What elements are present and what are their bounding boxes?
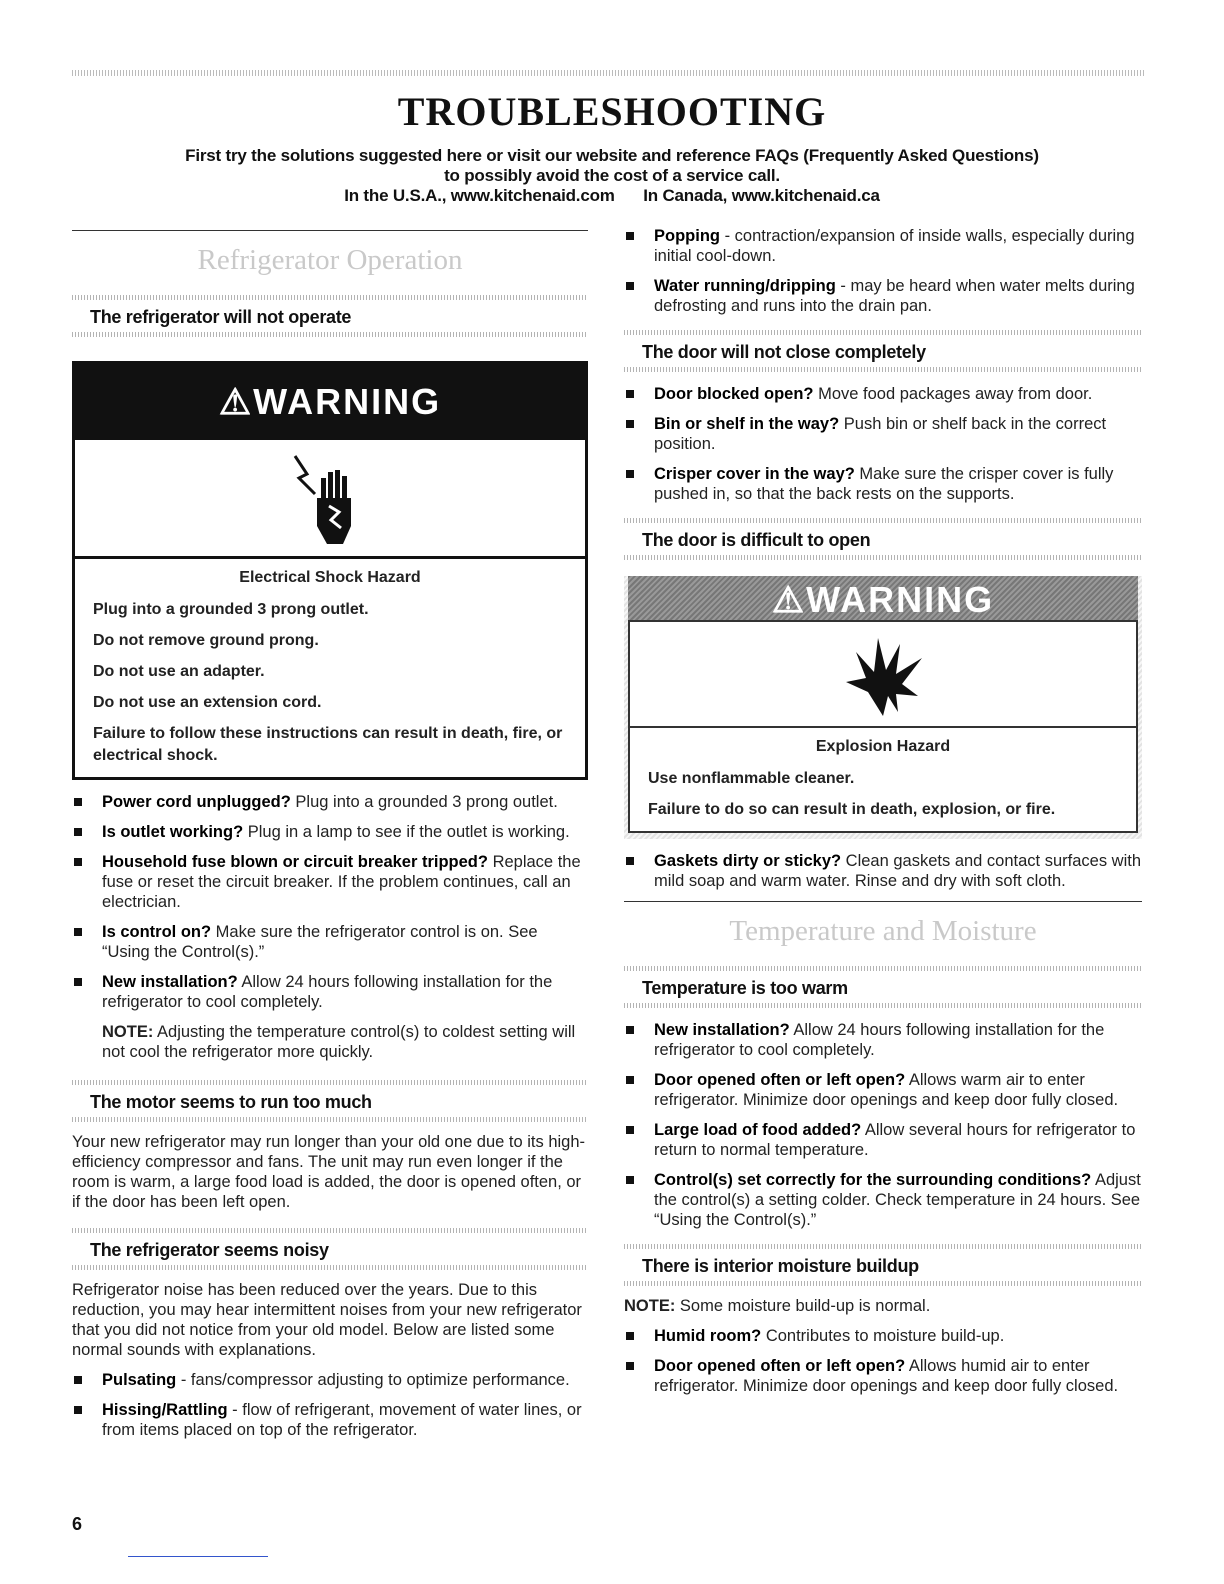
item-answer: Make sure the refrigerator control is on. See “Using the Control(s).” [102, 923, 538, 961]
item-question: Humid room? [654, 1327, 762, 1345]
item-answer: Move food packages away from door. [813, 385, 1093, 403]
subsection-title-not-operate: The refrigerator will not operate [90, 307, 352, 327]
list-item [624, 851, 1142, 891]
subsection-title-noisy: The refrigerator seems noisy [90, 1240, 329, 1260]
warning-header [628, 576, 1138, 620]
shock-hazard-icon [75, 440, 585, 559]
warning-label: WARNING [253, 381, 442, 422]
item-question: Door opened often or left open? [654, 1357, 906, 1375]
item-question: Is outlet working? [102, 823, 244, 841]
item-answer: Allow 24 hours following installation for the refrigerator to cool completely. [654, 1021, 1105, 1059]
list-item [624, 1070, 1142, 1110]
list-item [72, 1400, 588, 1440]
top-hatch-rule [72, 70, 1144, 76]
intro-links [0, 186, 1224, 206]
explosion-warning-box [624, 576, 1142, 839]
electrical-warning-box [72, 361, 588, 780]
note-text: Some moisture build-up is normal. [675, 1297, 931, 1315]
item-answer: Replace the fuse or reset the circuit breaker. If the problem continues, call an electrician. [102, 853, 581, 911]
item-question: Water running/dripping [654, 277, 836, 295]
item-question: Household fuse blown or circuit breaker tripped? [102, 853, 488, 871]
item-answer: Plug in a lamp to see if the outlet is working. [243, 823, 570, 841]
item-answer: Adjust the control(s) a setting colder. Check temperature in 24 hours. See “Using the Control(s).” [654, 1171, 1141, 1229]
item-question: Gaskets dirty or sticky? [654, 852, 842, 870]
list-item [624, 1326, 1142, 1346]
item-answer: - contraction/expansion of inside walls, especially during initial cool-down. [654, 227, 1135, 265]
item-answer: - fans/compressor adjusting to optimize performance. [176, 1371, 570, 1389]
item-answer: - flow of refrigerant, movement of water lines, or from items placed on top of the refrigerator. [102, 1401, 582, 1439]
intro [0, 146, 1224, 206]
item-answer: Clean gaskets and contact surfaces with mild soap and warm water. Rinse and dry with soft cloth. [654, 852, 1142, 890]
list-item [624, 414, 1142, 454]
list-item [624, 1120, 1142, 1160]
list-item [624, 1170, 1142, 1230]
too-warm-list [624, 1020, 1142, 1230]
warning-triangle-icon: ⚠ [218, 381, 254, 422]
noisy-paragraph: Refrigerator noise has been reduced over the years. Due to this reduction, you may hear intermittent noises from your new refrigerator that you did not notice from your old model. Below are listed some normal sounds with explanations. [72, 1281, 582, 1359]
item-answer: Allows humid air to enter refrigerator. Minimize door openings and keep door fully closed. [654, 1357, 1119, 1395]
item-answer: Plug into a grounded 3 prong outlet. [290, 793, 558, 811]
item-question: New installation? [102, 973, 238, 991]
warning-line: Do not remove ground prong. [93, 632, 319, 649]
moisture-list [624, 1326, 1142, 1396]
intro-line-1: First try the solutions suggested here or visit our website and reference FAQs (Frequently Asked Questions) [185, 146, 1039, 165]
item-question: Door blocked open? [654, 385, 814, 403]
section-heading-refrigerator-operation: Refrigerator Operation [72, 230, 588, 277]
note [72, 1022, 588, 1062]
item-question: New installation? [654, 1021, 790, 1039]
not-operate-list [72, 792, 588, 1012]
item-question: Popping [654, 227, 720, 245]
warning-line: Do not use an extension cord. [93, 694, 322, 711]
hazard-title: Electrical Shock Hazard [239, 569, 421, 586]
section-heading-temperature-moisture: Temperature and Moisture [624, 901, 1142, 948]
left-column [72, 224, 588, 1450]
hatch-rule [624, 367, 1142, 372]
motor-paragraph: Your new refrigerator may run longer than your old one due to its high-efficiency compressor and fans. The unit may run even longer if the room is warm, a large food load is added, the door is opened often, or if the door has been left open. [72, 1133, 586, 1211]
hatch-rule [72, 1117, 588, 1122]
list-item [624, 1356, 1142, 1396]
warning-line: Failure to do so can result in death, explosion, or fire. [648, 801, 1056, 818]
item-question: Bin or shelf in the way? [654, 415, 840, 433]
list-item [72, 1370, 588, 1390]
item-answer: Allows warm air to enter refrigerator. Minimize door openings and keep door fully closed. [654, 1071, 1119, 1109]
item-answer: Contributes to moisture build-up. [761, 1327, 1005, 1345]
moisture-note [624, 1296, 1142, 1316]
warning-line: Use nonflammable cleaner. [648, 770, 855, 787]
subsection-title-door-open: The door is difficult to open [642, 530, 871, 550]
item-answer: - may be heard when water melts during defrosting and runs into the drain pan. [654, 277, 1135, 315]
hatch-rule [624, 555, 1142, 560]
item-question: Door opened often or left open? [654, 1071, 906, 1089]
noisy-list-continued [624, 226, 1142, 316]
warning-body [630, 728, 1136, 831]
item-question: Hissing/Rattling [102, 1401, 228, 1419]
item-question: Crisper cover in the way? [654, 465, 855, 483]
warning-triangle-icon: ⚠ [771, 579, 807, 620]
hazard-title: Explosion Hazard [815, 738, 951, 755]
item-question: Pulsating [102, 1371, 177, 1389]
item-question: Large load of food added? [654, 1121, 862, 1139]
list-item [72, 852, 588, 912]
list-item [624, 464, 1142, 504]
item-answer: Allow 24 hours following installation for the refrigerator to cool completely. [102, 973, 553, 1011]
subsection-title-door-close: The door will not close completely [642, 342, 926, 362]
list-item [72, 922, 588, 962]
list-item [72, 792, 588, 812]
noisy-list [72, 1370, 588, 1440]
warning-body [75, 559, 585, 777]
note-text: Adjusting the temperature control(s) to coldest setting will not cool the refrigerator more quickly. [102, 1023, 576, 1061]
warning-inner [628, 620, 1138, 833]
warning-header [75, 364, 585, 440]
item-answer: Allow several hours for refrigerator to return to normal temperature. [654, 1121, 1136, 1159]
subsection-title-motor: The motor seems to run too much [90, 1092, 372, 1112]
note-label: NOTE: [624, 1297, 676, 1315]
item-question: Is control on? [102, 923, 212, 941]
list-item [624, 276, 1142, 316]
note-label: NOTE: [102, 1023, 154, 1041]
item-answer: Make sure the crisper cover is fully pushed in, so that the back rests on the supports. [654, 465, 1114, 503]
item-question: Power cord unplugged? [102, 793, 291, 811]
warning-label: WARNING [806, 579, 995, 620]
hatch-rule [624, 1003, 1142, 1008]
intro-line-2: to possibly avoid the cost of a service call. [444, 166, 780, 185]
warning-line: Do not use an adapter. [93, 663, 265, 680]
list-item [624, 1020, 1142, 1060]
list-item [624, 226, 1142, 266]
item-question: Control(s) set correctly for the surrounding conditions? [654, 1171, 1092, 1189]
right-column [624, 224, 1142, 1406]
door-open-list [624, 851, 1142, 891]
usa-website-link[interactable]: In the U.S.A., www.kitchenaid.com [344, 186, 615, 205]
list-item [72, 972, 588, 1012]
hatch-rule [72, 332, 588, 337]
warning-line: Failure to follow these instructions can result in death, fire, or electrical shock. [93, 725, 563, 764]
list-item [624, 384, 1142, 404]
door-close-list [624, 384, 1142, 504]
footer-link-rule [128, 1556, 268, 1557]
explosion-hazard-icon [630, 622, 1136, 728]
canada-website-link[interactable]: In Canada, www.kitchenaid.ca [643, 186, 880, 205]
item-answer: Push bin or shelf back in the correct position. [654, 415, 1107, 453]
warning-line: Plug into a grounded 3 prong outlet. [93, 601, 369, 618]
hatch-rule [624, 1281, 1142, 1286]
list-item [72, 822, 588, 842]
subsection-title-too-warm: Temperature is too warm [642, 978, 848, 998]
page-title: TROUBLESHOOTING [397, 89, 827, 134]
subsection-title-moisture: There is interior moisture buildup [642, 1256, 919, 1276]
page-number: 6 [72, 1514, 83, 1534]
hatch-rule [72, 1265, 588, 1270]
